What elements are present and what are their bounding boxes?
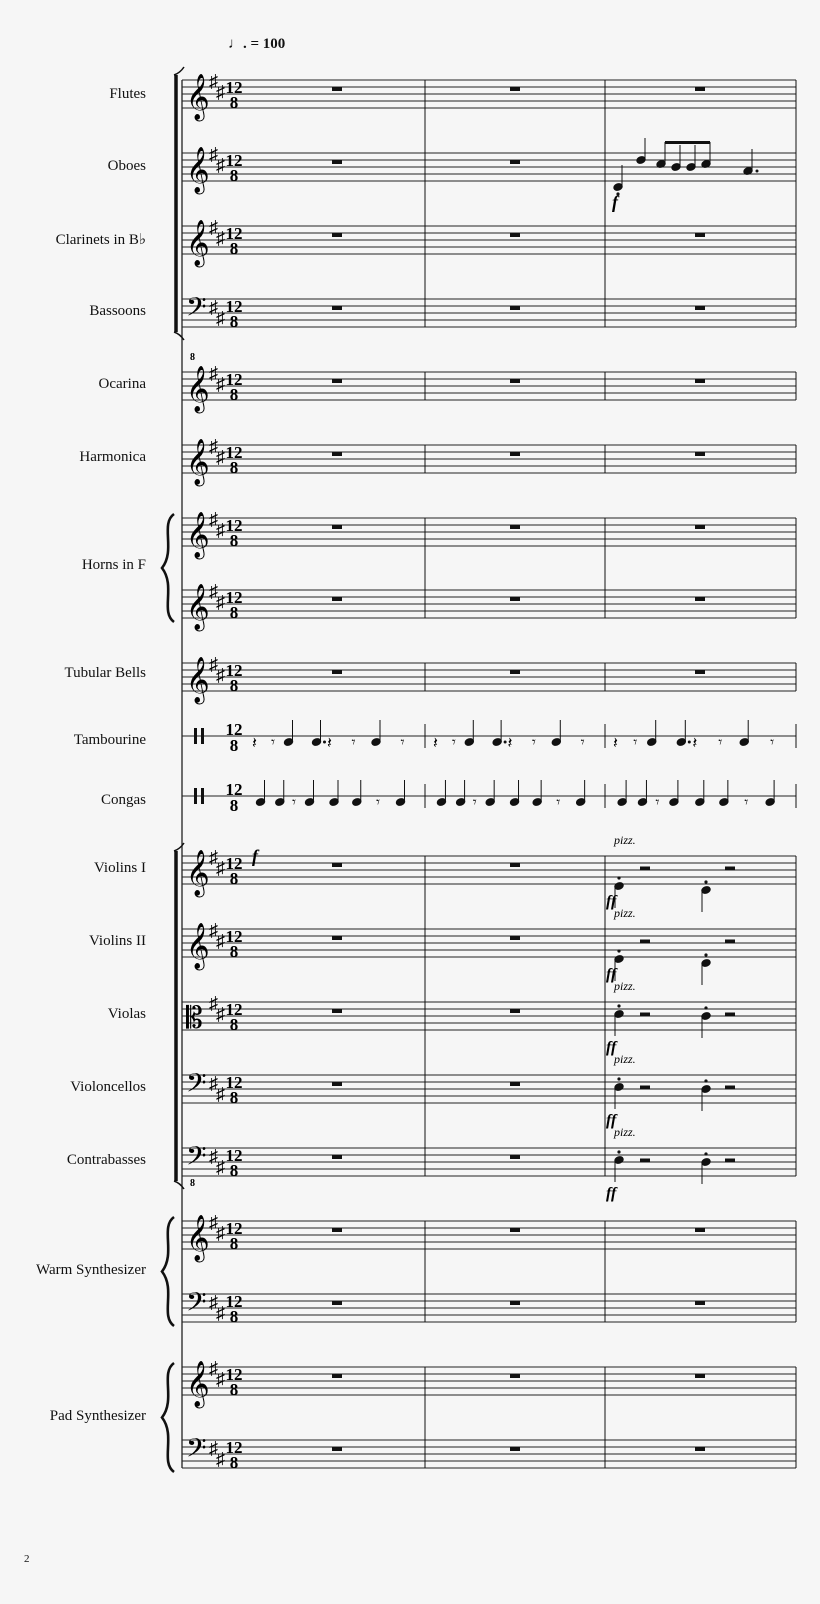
time-signature: 12: [225, 1365, 243, 1384]
whole-rest: [695, 87, 705, 91]
dot: [756, 170, 759, 173]
brace: [162, 1217, 174, 1326]
half-rest: [725, 1013, 735, 1017]
pizz-marking: pizz.: [614, 979, 636, 993]
treble-clef: 𝄞: [186, 923, 210, 969]
whole-rest: [510, 233, 520, 237]
whole-rest: [510, 1009, 520, 1013]
key-signature-sharp: ♯: [216, 592, 225, 612]
time-signature: 12: [225, 1146, 243, 1165]
key-signature-sharp: ♯: [209, 847, 218, 867]
eighth-rest: 𝄾: [633, 735, 638, 751]
staccato-dot: [617, 1077, 620, 1080]
key-signature-sharp: ♯: [216, 447, 225, 467]
whole-rest: [695, 1447, 705, 1451]
eighth-rest: 𝄾: [271, 735, 275, 751]
time-signature: 12: [225, 927, 243, 946]
time-signature: 8: [229, 603, 239, 622]
whole-rest: [332, 1155, 342, 1159]
time-signature: 8: [229, 385, 239, 404]
whole-rest: [510, 1301, 520, 1305]
whole-rest: [510, 670, 520, 674]
quarter-rest: 𝄽: [613, 735, 618, 752]
whole-rest: [510, 1155, 520, 1159]
beam: [665, 141, 710, 144]
instrument-label: Ocarina: [98, 376, 146, 392]
dynamic-forte: f: [252, 846, 258, 866]
tempo-marking: ♩. = 100: [228, 36, 286, 52]
dot: [688, 741, 691, 744]
time-signature: 8: [229, 1380, 239, 1399]
time-signature: 12: [225, 370, 243, 389]
percussion-clef: [194, 788, 197, 804]
key-signature-sharp: ♯: [209, 1212, 218, 1232]
time-signature: 12: [225, 297, 243, 316]
time-signature: 8: [229, 312, 239, 331]
percussion-clef: [194, 728, 197, 744]
key-signature-sharp: ♯: [209, 509, 218, 529]
whole-rest: [332, 1374, 342, 1378]
staccato-dot: [617, 1150, 620, 1153]
instrument-label: Pad Synthesizer: [49, 1408, 146, 1424]
instrument-label: Harmonica: [79, 449, 146, 465]
instrument-label: Tubular Bells: [64, 665, 146, 681]
instrument-label: Contrabasses: [66, 1152, 146, 1168]
time-signature: 8: [229, 1234, 239, 1253]
whole-rest: [332, 452, 342, 456]
instrument-label: Violins II: [88, 933, 146, 949]
staccato-dot: [704, 1079, 707, 1082]
instrument-label: Oboes: [107, 158, 146, 174]
time-signature: 8: [229, 1161, 239, 1180]
half-rest: [640, 1159, 650, 1163]
dynamic-forte: f: [612, 192, 618, 212]
key-signature-sharp: ♯: [209, 71, 218, 91]
key-signature-sharp: ♯: [209, 436, 218, 456]
treble-clef: 𝄞: [186, 147, 210, 193]
eighth-rest: 𝄾: [718, 735, 723, 751]
time-signature: 12: [225, 443, 243, 462]
time-signature: 12: [225, 854, 243, 873]
whole-rest: [510, 936, 520, 940]
whole-rest: [510, 525, 520, 529]
eighth-rest: 𝄾: [400, 735, 405, 751]
eighth-rest: 𝄾: [770, 735, 775, 751]
time-signature: 8: [229, 458, 239, 477]
time-signature: 8: [229, 93, 239, 112]
quarter-rest: 𝄽: [507, 735, 513, 752]
pizz-marking: pizz.: [614, 1052, 636, 1066]
pizz-marking: pizz.: [614, 833, 636, 847]
bass-clef: 𝄢: [186, 291, 207, 329]
whole-rest: [510, 1447, 520, 1451]
key-signature-sharp: ♯: [216, 1223, 225, 1243]
key-signature-sharp: ♯: [216, 931, 225, 951]
treble-clef: 𝄞: [186, 584, 210, 630]
key-signature-sharp: ♯: [216, 308, 225, 328]
quarter-rest: 𝄽: [252, 735, 257, 752]
whole-rest: [695, 1374, 705, 1378]
treble-clef: 𝄞: [186, 850, 210, 896]
instrument-label: Violoncellos: [70, 1079, 146, 1095]
time-signature: 12: [225, 151, 243, 170]
instrument-label: Horns in F: [81, 557, 146, 573]
key-signature-sharp: ♯: [216, 82, 225, 102]
eighth-rest: 𝄾: [472, 795, 477, 811]
dynamic-fortissimo: ff: [606, 1039, 617, 1056]
whole-rest: [332, 233, 342, 237]
whole-rest: [695, 306, 705, 310]
whole-rest: [332, 1228, 342, 1232]
dynamic-fortissimo: ff: [606, 893, 617, 910]
octave-marking: 8: [190, 1178, 195, 1189]
brace: [162, 1363, 174, 1472]
time-signature: 12: [225, 661, 243, 680]
time-signature: 8: [229, 736, 239, 755]
treble-clef: 𝄞: [186, 657, 210, 703]
whole-rest: [695, 379, 705, 383]
octave-marking: 8: [190, 352, 195, 363]
half-rest: [725, 940, 735, 944]
page-number: 2: [24, 1553, 30, 1565]
treble-clef: 𝄞: [186, 1361, 210, 1407]
whole-rest: [332, 1301, 342, 1305]
key-signature-sharp: ♯: [216, 1303, 225, 1323]
whole-rest: [510, 597, 520, 601]
whole-rest: [695, 1228, 705, 1232]
eighth-rest: 𝄾: [531, 735, 536, 751]
whole-rest: [332, 597, 342, 601]
staccato-dot: [704, 880, 707, 883]
key-signature-sharp: ♯: [216, 858, 225, 878]
time-signature: 8: [229, 239, 239, 258]
time-signature: 12: [225, 1438, 243, 1457]
dynamic-fortissimo: ff: [606, 966, 617, 983]
time-signature: 8: [229, 531, 239, 550]
key-signature-sharp: ♯: [209, 993, 218, 1013]
eighth-rest: 𝄾: [376, 795, 380, 811]
time-signature: 8: [229, 1015, 239, 1034]
staccato-dot: [617, 1004, 620, 1007]
instrument-label: Flutes: [109, 86, 146, 102]
time-signature: 8: [229, 1088, 239, 1107]
whole-rest: [332, 670, 342, 674]
key-signature-sharp: ♯: [216, 1157, 225, 1177]
pizz-marking: pizz.: [614, 906, 636, 920]
staccato-dot: [704, 1006, 707, 1009]
bracket-end: [174, 67, 184, 75]
half-rest: [640, 940, 650, 944]
time-signature: 12: [225, 516, 243, 535]
key-signature-sharp: ♯: [209, 363, 218, 383]
whole-rest: [332, 863, 342, 867]
treble-clef: 𝄞: [186, 74, 210, 120]
whole-rest: [510, 160, 520, 164]
time-signature: 12: [225, 720, 243, 739]
brace: [162, 514, 174, 622]
time-signature: 12: [225, 1292, 243, 1311]
time-signature: 12: [225, 1219, 243, 1238]
bass-clef: 𝄢: [186, 1432, 207, 1470]
whole-rest: [332, 379, 342, 383]
eighth-rest: 𝄾: [744, 795, 749, 811]
dynamic-fortissimo: ff: [606, 1112, 617, 1129]
half-rest: [640, 1013, 650, 1017]
whole-rest: [510, 863, 520, 867]
treble-clef: 𝄞: [186, 439, 210, 485]
key-signature-sharp: ♯: [216, 1449, 225, 1469]
time-signature: 8: [229, 166, 239, 185]
instrument-label: Bassoons: [89, 303, 146, 319]
staccato-dot: [617, 876, 620, 879]
whole-rest: [510, 1374, 520, 1378]
time-signature: 12: [225, 1073, 243, 1092]
whole-rest: [332, 1082, 342, 1086]
key-signature-sharp: ♯: [216, 1369, 225, 1389]
key-signature-sharp: ♯: [216, 665, 225, 685]
whole-rest: [332, 1009, 342, 1013]
time-signature: 8: [229, 796, 239, 815]
key-signature-sharp: ♯: [216, 374, 225, 394]
key-signature-sharp: ♯: [216, 228, 225, 248]
time-signature: 12: [225, 1000, 243, 1019]
whole-rest: [510, 379, 520, 383]
staccato-dot: [704, 1152, 707, 1155]
instrument-label: Violas: [107, 1006, 146, 1022]
key-signature-sharp: ♯: [209, 654, 218, 674]
time-signature: 8: [229, 942, 239, 961]
instrument-label: Tambourine: [73, 732, 146, 748]
bass-clef: 𝄢: [186, 1286, 207, 1324]
dynamic-fortissimo: ff: [606, 1185, 617, 1202]
staccato-dot: [617, 949, 620, 952]
time-signature: 12: [225, 780, 243, 799]
whole-rest: [510, 306, 520, 310]
eighth-rest: 𝄾: [655, 795, 660, 811]
instrument-label: Warm Synthesizer: [35, 1262, 146, 1278]
percussion-clef: [201, 728, 204, 744]
time-signature: 12: [225, 78, 243, 97]
whole-rest: [332, 1447, 342, 1451]
half-rest: [640, 867, 650, 871]
eighth-rest: 𝄾: [292, 795, 296, 811]
key-signature-sharp: ♯: [209, 581, 218, 601]
whole-rest: [695, 597, 705, 601]
time-signature: 8: [229, 1453, 239, 1472]
dot: [323, 741, 326, 744]
whole-rest: [695, 670, 705, 674]
bass-clef: 𝄢: [186, 1140, 207, 1178]
key-signature-sharp: ♯: [216, 155, 225, 175]
time-signature: 8: [229, 1307, 239, 1326]
key-signature-sharp: ♯: [209, 1438, 218, 1458]
whole-rest: [332, 306, 342, 310]
key-signature-sharp: ♯: [209, 1292, 218, 1312]
treble-clef: 𝄞: [186, 1215, 210, 1261]
percussion-clef: [201, 788, 204, 804]
whole-rest: [510, 452, 520, 456]
key-signature-sharp: ♯: [209, 1073, 218, 1093]
instrument-label: Clarinets in B♭: [55, 232, 146, 248]
quarter-rest: 𝄽: [433, 735, 438, 752]
whole-rest: [695, 233, 705, 237]
time-signature: 12: [225, 588, 243, 607]
pizz-marking: pizz.: [614, 1125, 636, 1139]
treble-clef: 𝄞: [186, 366, 210, 412]
whole-rest: [510, 1082, 520, 1086]
key-signature-sharp: ♯: [216, 1004, 225, 1024]
key-signature-sharp: ♯: [209, 1146, 218, 1166]
time-signature: 8: [229, 676, 239, 695]
time-signature: 12: [225, 224, 243, 243]
eighth-rest: 𝄾: [580, 735, 585, 751]
half-rest: [725, 1159, 735, 1163]
alto-clef: 𝄡: [186, 1001, 203, 1036]
key-signature-sharp: ♯: [209, 217, 218, 237]
treble-clef: 𝄞: [186, 512, 210, 558]
half-rest: [640, 1086, 650, 1090]
key-signature-sharp: ♯: [209, 920, 218, 940]
whole-rest: [332, 525, 342, 529]
dot: [504, 741, 507, 744]
whole-rest: [510, 87, 520, 91]
instrument-label: Violins I: [93, 860, 146, 876]
key-signature-sharp: ♯: [209, 144, 218, 164]
whole-rest: [695, 1301, 705, 1305]
instrument-label: Congas: [101, 792, 146, 808]
key-signature-sharp: ♯: [209, 1358, 218, 1378]
key-signature-sharp: ♯: [216, 1084, 225, 1104]
key-signature-sharp: ♯: [209, 297, 218, 317]
whole-rest: [332, 87, 342, 91]
bass-clef: 𝄢: [186, 1067, 207, 1105]
eighth-rest: 𝄾: [451, 735, 456, 751]
time-signature: 8: [229, 869, 239, 888]
staccato-dot: [704, 953, 707, 956]
eighth-rest: 𝄾: [351, 735, 356, 751]
whole-rest: [695, 525, 705, 529]
whole-rest: [332, 936, 342, 940]
half-rest: [725, 867, 735, 871]
whole-rest: [332, 160, 342, 164]
whole-rest: [695, 452, 705, 456]
quarter-rest: 𝄽: [692, 735, 698, 752]
treble-clef: 𝄞: [186, 220, 210, 266]
key-signature-sharp: ♯: [216, 520, 225, 540]
quarter-rest: 𝄽: [327, 735, 332, 752]
whole-rest: [510, 1228, 520, 1232]
half-rest: [725, 1086, 735, 1090]
eighth-rest: 𝄾: [556, 795, 561, 811]
